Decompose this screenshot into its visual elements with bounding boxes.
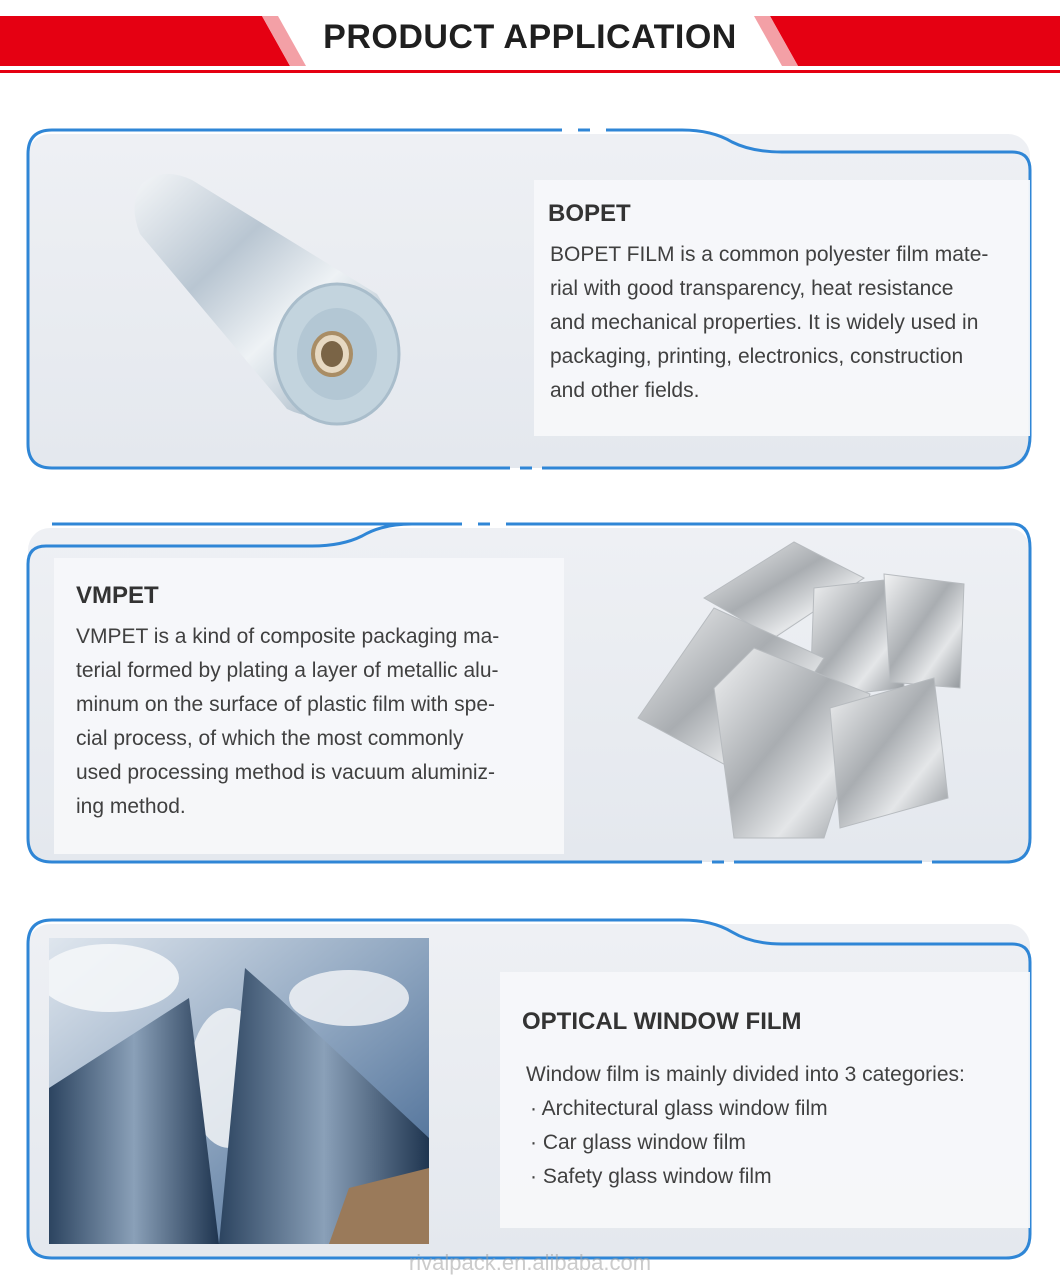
bopet-description: BOPET FILM is a common polyester film mate- rial with good transparency, heat resistance and mechanical properties. It is widely used in packaging, printing, electronics, construction and other fields. [550, 243, 989, 402]
list-item: · Car glass window film [530, 1126, 1010, 1160]
watermark: rivalpack.en.alibaba.com [408, 1250, 652, 1275]
film-roll-icon [122, 164, 412, 434]
page-title: PRODUCT APPLICATION [323, 18, 737, 56]
bopet-title: BOPET [548, 200, 631, 227]
optical-title: OPTICAL WINDOW FILM [522, 1008, 802, 1035]
vmpet-description: VMPET is a kind of composite packaging ma- terial formed by plating a layer of metallic alu- minum on the surface of plastic film with spe- cial process, of which the most commonly used processing method is vacuum aluminiz- ing method. [76, 625, 500, 818]
vmpet-text-card [54, 558, 564, 854]
optical-window-film-section [22, 914, 1036, 1264]
list-item: · Architectural glass window film [530, 1092, 1010, 1126]
window-film-category-list [530, 1092, 1010, 1194]
list-item: · Safety glass window film [530, 1160, 1010, 1194]
vmpet-section [22, 518, 1036, 868]
optical-text-card [500, 972, 1030, 1228]
bopet-section [22, 124, 1036, 474]
foil-pouches-icon [634, 538, 974, 848]
page-header [0, 0, 1060, 82]
glass-skyscrapers-icon [49, 938, 429, 1244]
bopet-text-card [534, 180, 1030, 436]
optical-intro: Window film is mainly divided into 3 categories: [526, 1063, 965, 1086]
vmpet-title: VMPET [76, 582, 159, 609]
